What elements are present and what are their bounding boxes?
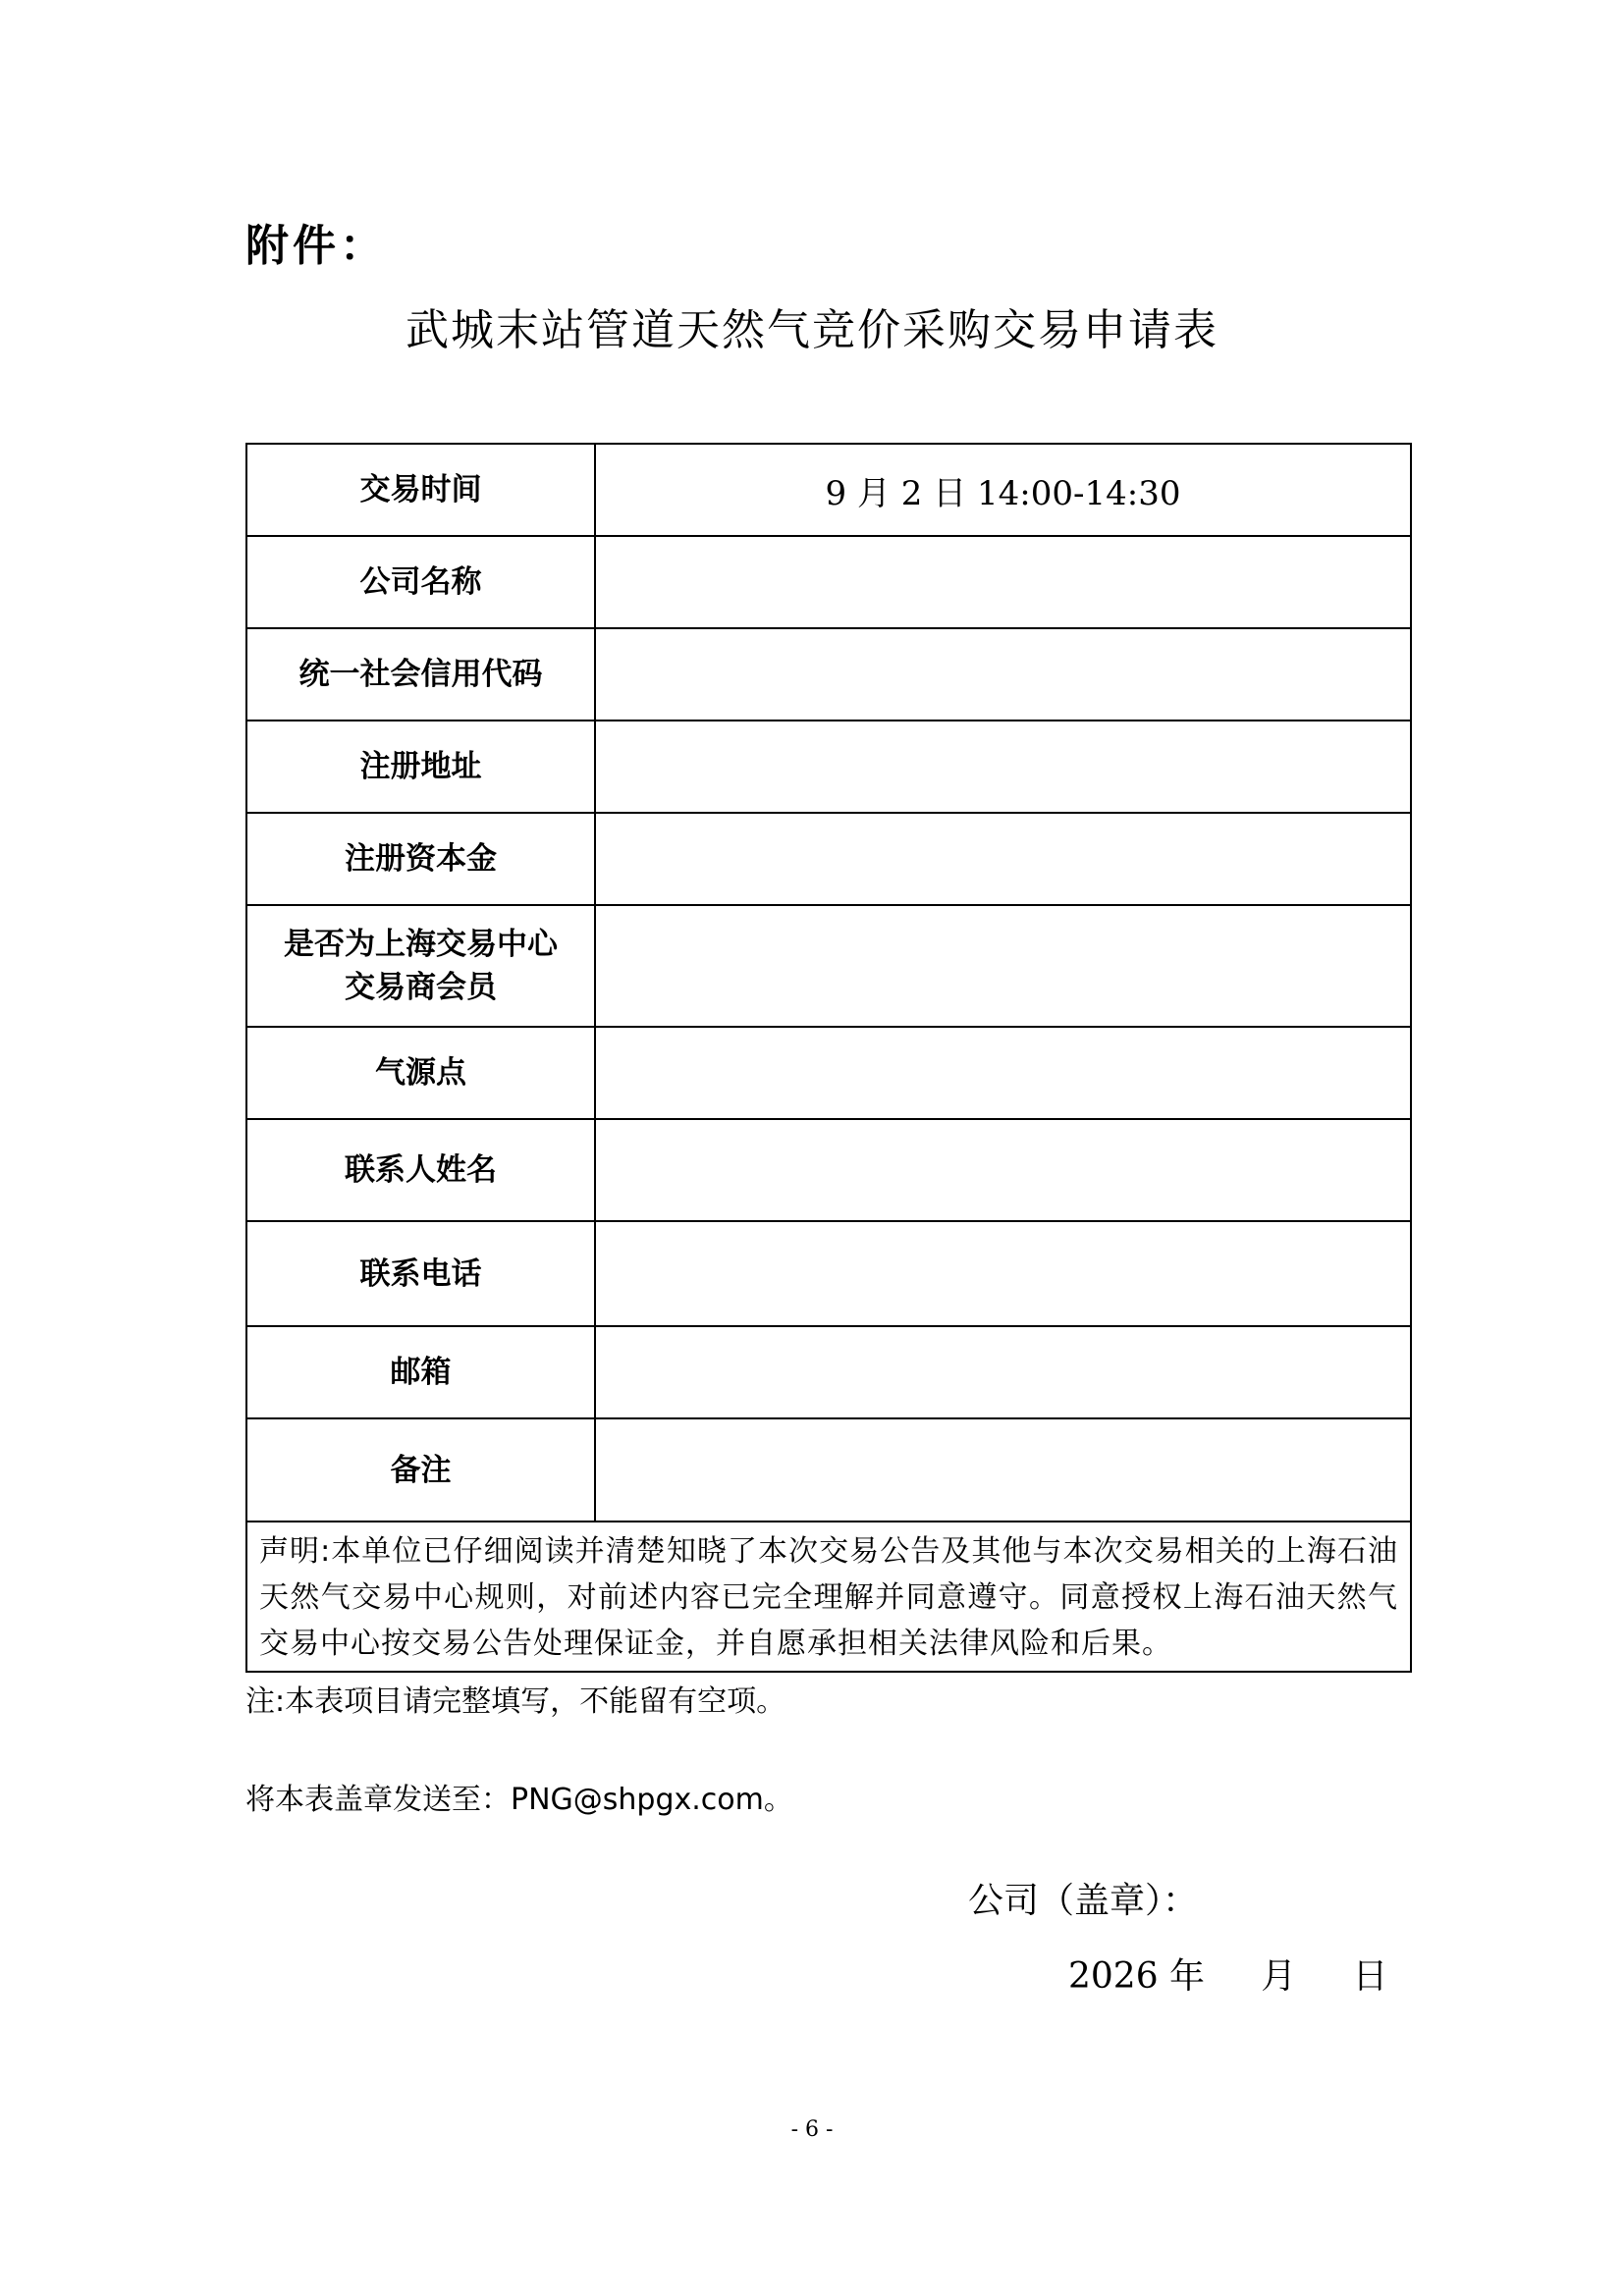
credit-code-field[interactable] (595, 628, 1411, 721)
attachment-label: 附件： (245, 221, 387, 271)
send-instruction: 将本表盖章发送至：PNG@shpgx.com。 (245, 1783, 793, 1817)
registered-address-label: 注册地址 (246, 721, 595, 813)
credit-code-label: 统一社会信用代码 (246, 628, 595, 721)
page-number: - 6 - (790, 2117, 834, 2142)
trade-time-value: 9 月 2 日 14:00-14:30 (595, 444, 1411, 536)
email-label: 邮箱 (246, 1326, 595, 1418)
table-row-remarks (246, 1418, 1411, 1522)
date-line: 2026 年 月 日 (1068, 1956, 1388, 1997)
email-field[interactable] (595, 1326, 1411, 1418)
table-row-contact-phone (246, 1221, 1411, 1326)
table-row-email (246, 1326, 1411, 1418)
note-text: 注:本表项目请完整填写，不能留有空项。 (245, 1684, 786, 1719)
registered-capital-field[interactable] (595, 813, 1411, 905)
company-name-label: 公司名称 (246, 536, 595, 628)
table-row-registered-address (246, 721, 1411, 813)
table-row-contact-name (246, 1119, 1411, 1221)
contact-phone-field[interactable] (595, 1221, 1411, 1326)
table-row-registered-capital (246, 813, 1411, 905)
contact-name-field[interactable] (595, 1119, 1411, 1221)
declaration-text: 声明:本单位已仔细阅读并清楚知晓了本次交易公告及其他与本次交易相关的上海石油天然气交易中心规则，对前述内容已完全理解并同意遵守。同意授权上海石油天然气交易中心按交易公告处理保证金，并自愿承担相关法律风险和后果。 (246, 1522, 1411, 1672)
application-table (245, 443, 1412, 1673)
form-title: 武城末站管道天然气竞价采购交易申请表 (406, 305, 1218, 355)
table-row-declaration (246, 1522, 1411, 1672)
gas-source-label: 气源点 (246, 1027, 595, 1119)
member-status-label-line2: 交易商会员 (345, 970, 497, 1005)
table-row-trade-time (246, 444, 1411, 536)
remarks-label: 备注 (246, 1418, 595, 1522)
gas-source-field[interactable] (595, 1027, 1411, 1119)
company-seal-label: 公司（盖章）： (968, 1881, 1199, 1921)
table-row-gas-source (246, 1027, 1411, 1119)
member-status-label-line1: 是否为上海交易中心 (284, 927, 558, 962)
member-status-field[interactable] (595, 905, 1411, 1027)
contact-name-label: 联系人姓名 (246, 1119, 595, 1221)
contact-phone-label: 联系电话 (246, 1221, 595, 1326)
table-row-credit-code (246, 628, 1411, 721)
registered-address-field[interactable] (595, 721, 1411, 813)
company-name-field[interactable] (595, 536, 1411, 628)
registered-capital-label: 注册资本金 (246, 813, 595, 905)
member-status-label (246, 905, 595, 1027)
trade-time-label: 交易时间 (246, 444, 595, 536)
table-row-member-status (246, 905, 1411, 1027)
remarks-field[interactable] (595, 1418, 1411, 1522)
table-row-company-name (246, 536, 1411, 628)
